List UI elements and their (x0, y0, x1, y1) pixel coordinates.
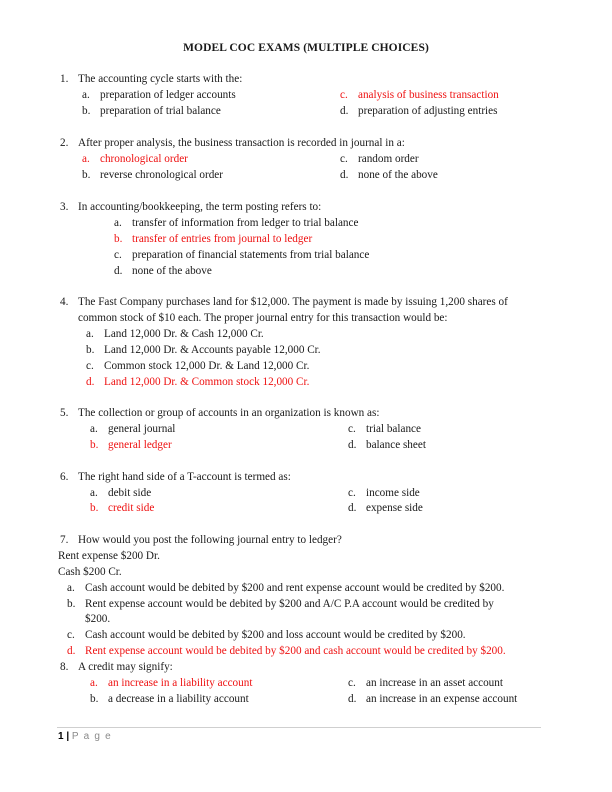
q7-c: Cash account would be debited by $200 and loss account would be credited by $200. (85, 629, 466, 641)
q6-a: debit side (108, 487, 152, 499)
q7-entry-credit: Cash $200 Cr. (58, 566, 122, 578)
q1-c-answer: analysis of business transaction (358, 89, 499, 101)
footer-separator: | (63, 731, 72, 742)
q4-number: 4. (60, 296, 69, 308)
q7-c-letter: c. (67, 629, 75, 641)
q2-c-letter: c. (340, 153, 348, 165)
q7-a-letter: a. (67, 582, 75, 594)
q6-b-answer: credit side (108, 502, 155, 514)
q1-b-letter: b. (82, 105, 91, 117)
page-number: 1 (58, 731, 64, 742)
q7-d-answer: Rent expense account would be debited by $200 and cash account would be credited by $200. (85, 645, 506, 657)
q3-d: none of the above (132, 265, 212, 277)
q3-d-letter: d. (114, 265, 123, 277)
document-title: MODEL COC EXAMS (MULTIPLE CHOICES) (183, 42, 429, 54)
q3-text: In accounting/bookkeeping, the term posting refers to: (78, 201, 322, 213)
q8-a-letter: a. (90, 677, 98, 689)
q8-a-answer: an increase in a liability account (108, 677, 253, 689)
q6-c: income side (366, 487, 420, 499)
q8-b-letter: b. (90, 693, 99, 705)
q8-text: A credit may signify: (78, 661, 173, 673)
q3-a-letter: a. (114, 217, 122, 229)
q6-c-letter: c. (348, 487, 356, 499)
q1-d: preparation of adjusting entries (358, 105, 498, 117)
q7-b-line1: Rent expense account would be debited by $200 and A/C P.A account would be credited by (85, 598, 494, 610)
q1-text: The accounting cycle starts with the: (78, 73, 243, 85)
q8-b: a decrease in a liability account (108, 693, 249, 705)
q8-c: an increase in an asset account (366, 677, 503, 689)
q5-a: general journal (108, 423, 176, 435)
q2-b-letter: b. (82, 169, 91, 181)
q7-a: Cash account would be debited by $200 and rent expense account would be credited by $200. (85, 582, 505, 594)
q4-d-letter: d. (86, 376, 95, 388)
q5-b-letter: b. (90, 439, 99, 451)
q3-c: preparation of financial statements from trial balance (132, 249, 370, 261)
q1-c-letter: c. (340, 89, 348, 101)
q7-text: How would you post the following journal entry to ledger? (78, 534, 342, 546)
q8-d-letter: d. (348, 693, 357, 705)
q1-d-letter: d. (340, 105, 349, 117)
q4-c-letter: c. (86, 360, 94, 372)
page-footer (58, 731, 112, 742)
q4-text-line1: The Fast Company purchases land for $12,000. The payment is made by issuing 1,200 shares of (78, 296, 508, 308)
q6-b-letter: b. (90, 502, 99, 514)
q2-text: After proper analysis, the business transaction is recorded in journal in a: (78, 137, 405, 149)
q4-a: Land 12,000 Dr. & Cash 12,000 Cr. (104, 328, 264, 340)
q6-number: 6. (60, 471, 69, 483)
q5-a-letter: a. (90, 423, 98, 435)
q4-b: Land 12,000 Dr. & Accounts payable 12,000 Cr. (104, 344, 321, 356)
q2-a-answer: chronological order (100, 153, 188, 165)
q2-d-letter: d. (340, 169, 349, 181)
q5-number: 5. (60, 407, 69, 419)
q2-number: 2. (60, 137, 69, 149)
q8-d: an increase in an expense account (366, 693, 518, 705)
q8-number: 8. (60, 661, 69, 673)
q1-number: 1. (60, 73, 69, 85)
q4-c: Common stock 12,000 Dr. & Land 12,000 Cr. (104, 360, 310, 372)
q1-a: preparation of ledger accounts (100, 89, 236, 101)
page-label: P a g e (71, 731, 112, 742)
q5-c: trial balance (366, 423, 421, 435)
q7-number: 7. (60, 534, 69, 546)
q4-b-letter: b. (86, 344, 95, 356)
q3-b-answer: transfer of entries from journal to ledger (132, 233, 313, 245)
q7-d-letter: d. (67, 645, 76, 657)
q3-b-letter: b. (114, 233, 123, 245)
q6-text: The right hand side of a T-account is termed as: (78, 471, 291, 483)
q5-d-letter: d. (348, 439, 357, 451)
q4-a-letter: a. (86, 328, 94, 340)
q5-text: The collection or group of accounts in an organization is known as: (78, 407, 380, 419)
q2-d: none of the above (358, 169, 438, 181)
q2-c: random order (358, 153, 419, 165)
q2-a-letter: a. (82, 153, 90, 165)
q5-d: balance sheet (366, 439, 426, 451)
q7-b-line2: $200. (85, 613, 111, 625)
q7-entry-debit: Rent expense $200 Dr. (58, 550, 160, 562)
q1-a-letter: a. (82, 89, 90, 101)
q1-b: preparation of trial balance (100, 105, 221, 117)
q3-number: 3. (60, 201, 69, 213)
q2-b: reverse chronological order (100, 169, 224, 181)
q6-a-letter: a. (90, 487, 98, 499)
q7-b-letter: b. (67, 598, 76, 610)
footer-divider (57, 727, 541, 728)
q8-c-letter: c. (348, 677, 356, 689)
q4-text-line2: common stock of $10 each. The proper journal entry for this transaction would be: (78, 312, 448, 324)
q5-b-answer: general ledger (108, 439, 172, 451)
q4-d-answer: Land 12,000 Dr. & Common stock 12,000 Cr. (104, 376, 310, 388)
q5-c-letter: c. (348, 423, 356, 435)
q3-c-letter: c. (114, 249, 122, 261)
q3-a: transfer of information from ledger to trial balance (132, 217, 359, 229)
q6-d: expense side (366, 502, 423, 514)
q6-d-letter: d. (348, 502, 357, 514)
